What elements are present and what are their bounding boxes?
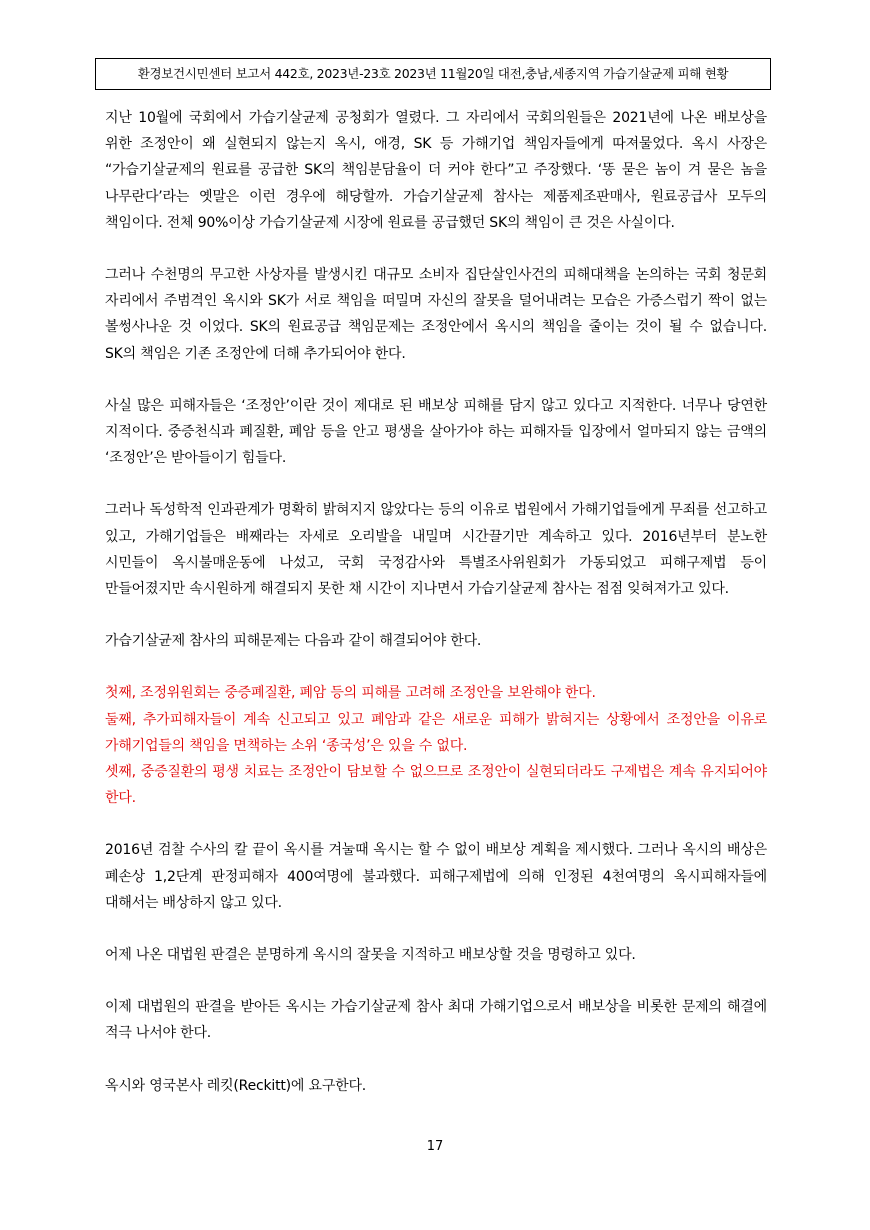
page-number: 17: [426, 1139, 444, 1154]
paragraph-4: 그러나 독성학적 인과관계가 명확히 밝혀지지 않았다는 등의 이유로 법원에서 가해기업들에게 무죄를 선고하고 있고, 가해기업들은 배째라는 자세로 오리발을 내밀며 시간끌기만 계속하고 있다. 2016년부터 분노한 시민들이 옥시불매운동에 나섰고, 국회 국정감사와 특별조사위원회가 가동되었고 피해구제법 등이 만들어졌지만 속시원하게 해결되지 못한 채 시간이 지나면서 가습기살균제 참사는 점점 잊혀져가고 있다.: [105, 502, 767, 598]
paragraph-1: 지난 10월에 국회에서 가습기살균제 공청회가 열렸다. 그 자리에서 국회의원들은 2021년에 나온 배보상을 위한 조정안이 왜 실현되지 않는지 옥시, 애경, SK 등 가해기업 책임자들에게 따져물었다. 옥시 사장은 “가습기살균제의 원료를 공급한 SK의 책임분담율이 더 커야 한다”고 주장했다. ‘똥 묻은 놈이 겨 묻은 놈을 나무란다’라는 옛말은 이런 경우에 해당할까. 가습기살균제 참사는 제품제조판매사, 원료공급사 모두의 책임이다. 전체 90%이상 가습기살균제 시장에 원료를 공급했던 SK의 책임이 큰 것은 사실이다.: [105, 110, 767, 231]
report-header: [95, 58, 771, 90]
demand-first: 첫째, 조정위원회는 중증폐질환, 폐암 등의 피해를 고려해 조정안을 보완해야 한다.: [105, 685, 596, 702]
demand-third: 셋째, 중증질환의 평생 치료는 조정안이 담보할 수 없으므로 조정안이 실현되더라도 구제법은 계속 유지되어야 한다.: [105, 764, 767, 807]
report-header-title: 환경보건시민센터 보고서 442호, 2023년-23호 2023년 11월20일 대전,충남,세종지역 가습기살균제 피해 현황: [137, 66, 729, 81]
paragraph-8: 이제 대법원의 판결을 받아든 옥시는 가습기살균제 참사 최대 가해기업으로서 배보상을 비롯한 문제의 해결에 적극 나서야 한다.: [105, 999, 767, 1042]
document-body: [105, 105, 767, 1125]
paragraph-9: 옥시와 영국본사 레킷(Reckitt)에 요구한다.: [105, 1077, 367, 1094]
paragraph-3: 사실 많은 피해자들은 ‘조정안’이란 것이 제대로 된 배보상 피해를 담지 않고 있다고 지적한다. 너무나 당연한 지적이다. 중증천식과 폐질환, 폐암 등을 안고 평생을 살아가야 하는 피해자들 입장에서 얼마되지 않는 금액의 ‘조정안’은 받아들이기 힘들다.: [105, 397, 767, 467]
paragraph-2: 그러나 수천명의 무고한 사상자를 발생시킨 대규모 소비자 집단살인사건의 피해대책을 논의하는 국회 청문회 자리에서 주범격인 옥시와 SK가 서로 책임을 떠밀며 자신의 잘못을 덜어내려는 모습은 가증스럽기 짝이 없는 볼썽사나운 것 이었다. SK의 원료공급 책임문제는 조정안에서 옥시의 책임을 줄이는 것이 될 수 없습니다. SK의 책임은 기존 조정안에 더해 추가되어야 한다.: [105, 267, 767, 362]
paragraph-7: 어제 나온 대법원 판결은 분명하게 옥시의 잘못을 지적하고 배보상할 것을 명령하고 있다.: [105, 947, 636, 964]
paragraph-6: 2016년 검찰 수사의 칼 끝이 옥시를 겨눌때 옥시는 할 수 없이 배보상 계획을 제시했다. 그러나 옥시의 배상은 폐손상 1,2단계 판정피해자 400여명에 불과했다. 피해구제법에 의해 인정된 4천여명의 옥시피해자들에 대해서는 배상하지 않고 있다.: [105, 842, 767, 911]
paragraph-5: 가습기살균제 참사의 피해문제는 다음과 같이 해결되어야 한다.: [105, 633, 482, 650]
demand-second: 둘째, 추가피해자들이 계속 신고되고 있고 폐암과 같은 새로운 피해가 밝혀지는 상황에서 조정안을 이유로 가해기업들의 책임을 면책하는 소위 ‘종국성’은 있을 수 없다.: [105, 711, 767, 754]
